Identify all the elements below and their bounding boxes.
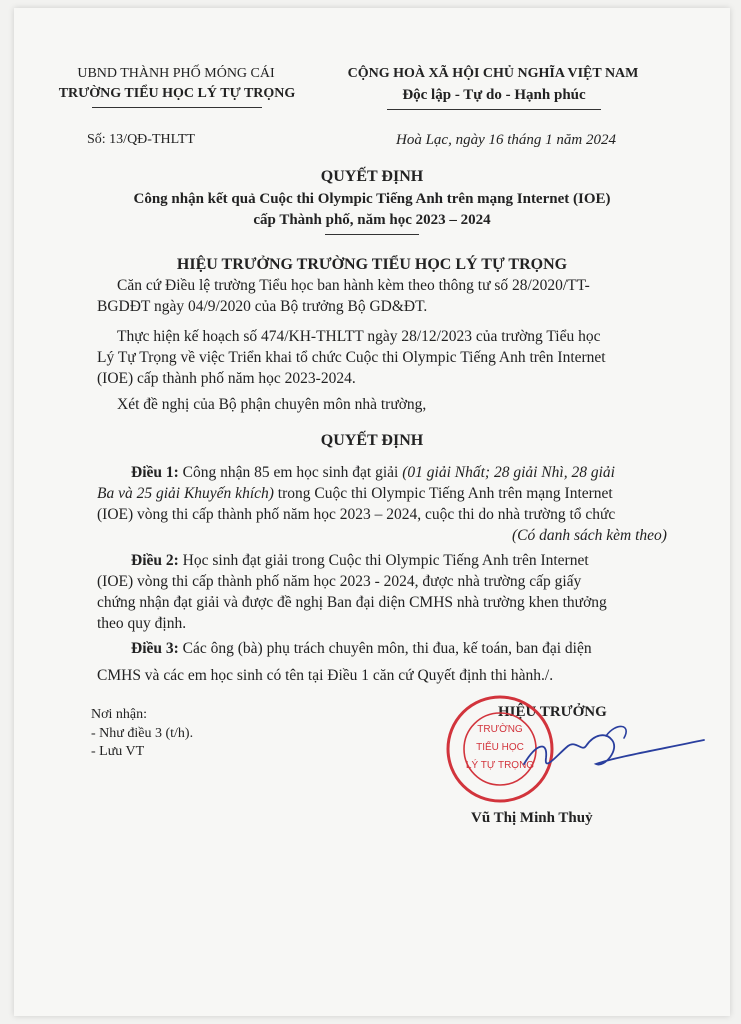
article-2-line-2: (IOE) vòng thi cấp thành phố năm học 2023 - 2024, được nhà trường cấp giấy: [97, 573, 582, 590]
article-1-label: Điều 1:: [131, 464, 179, 481]
recipient-item-2: - Lưu VT: [91, 744, 145, 759]
nation-line-2: Độc lập - Tự do - Hạnh phúc: [402, 87, 586, 103]
preamble-2-line-1: Thực hiện kế hoạch số 474/KH-THLTT ngày 28/12/2023 của trường Tiểu học: [117, 328, 601, 345]
article-1-text-2: trong Cuộc thi Olympic Tiếng Anh trên mạng Internet: [273, 485, 613, 502]
title-subject-1: Công nhận kết quả Cuộc thi Olympic Tiếng Anh trên mạng Internet (IOE): [133, 191, 611, 207]
signer-name: Vũ Thị Minh Thuỷ: [471, 810, 593, 826]
article-1-line-3: (IOE) vòng thi cấp thành phố năm học 2023 – 2024, cuộc thi do nhà trường tổ chức: [97, 506, 616, 523]
preamble-3: Xét đề nghị của Bộ phận chuyên môn nhà trường,: [117, 396, 427, 413]
article-1-note: (Có danh sách kèm theo): [512, 527, 667, 544]
stamp-text-2: TIỂU HỌC: [476, 742, 524, 753]
signature-title: HIỆU TRƯỞNG: [498, 704, 607, 720]
document-number: Số: 13/QĐ-THLTT: [87, 132, 195, 147]
article-1-italic-2: Ba và 25 giải Khuyến khích): [97, 485, 274, 502]
stamp-text-3: LÝ TỰ TRỌNG: [465, 760, 535, 771]
nation-underline: [387, 109, 601, 110]
article-3-text-1: Các ông (bà) phụ trách chuyên môn, thi đua, kế toán, ban đại diện: [178, 640, 592, 657]
place-date: Hoà Lạc, ngày 16 tháng 1 năm 2024: [396, 132, 616, 148]
official-stamp: [436, 694, 726, 804]
article-1-text-1: Công nhận 85 em học sinh đạt giải: [178, 464, 403, 481]
article-1-italic-1: (01 giải Nhất; 28 giải Nhì, 28 giải: [402, 464, 615, 481]
org-underline: [92, 107, 262, 108]
document-page: [14, 8, 730, 1016]
article-2-line-3: chứng nhận đạt giải và được đề nghị Ban đại diện CMHS nhà trường khen thưởng: [97, 594, 607, 611]
document-title: QUYẾT ĐỊNH: [320, 168, 424, 185]
article-3-line-1: [131, 640, 592, 658]
article-2-line-1: [131, 552, 589, 570]
article-1-line-1: [131, 464, 615, 482]
article-3-line-2: CMHS và các em học sinh có tên tại Điều 1 căn cứ Quyết định thi hành./.: [97, 667, 554, 684]
org-line-2: TRƯỜNG TIỂU HỌC LÝ TỰ TRỌNG: [58, 86, 296, 101]
recipients-label: Nơi nhận:: [91, 707, 148, 722]
stamp-text-1: TRƯỜNG: [477, 724, 523, 735]
org-line-1: UBND THÀNH PHỐ MÓNG CÁI: [77, 66, 275, 81]
article-1-line-2: [97, 485, 613, 503]
article-2-label: Điều 2:: [131, 552, 179, 569]
article-3-label: Điều 3:: [131, 640, 179, 657]
preamble-1-line-1: Căn cứ Điều lệ trường Tiểu học ban hành kèm theo thông tư số 28/2020/TT-: [117, 277, 590, 294]
issuer-heading: HIỆU TRƯỞNG TRƯỜNG TIỂU HỌC LÝ TỰ TRỌNG: [176, 256, 568, 273]
decision-heading: QUYẾT ĐỊNH: [320, 432, 424, 449]
recipient-item-1: - Như điều 3 (t/h).: [91, 726, 194, 741]
preamble-1-line-2: BGDĐT ngày 04/9/2020 của Bộ trưởng Bộ GD&ĐT.: [97, 298, 428, 315]
title-divider: [325, 234, 419, 235]
nation-line-1: CỘNG HOÀ XÃ HỘI CHỦ NGHĨA VIỆT NAM: [347, 66, 639, 81]
preamble-2-line-3: (IOE) cấp thành phố năm học 2023-2024.: [97, 370, 356, 387]
title-subject-2: cấp Thành phố, năm học 2023 – 2024: [253, 212, 491, 228]
article-2-text-1: Học sinh đạt giải trong Cuộc thi Olympic Tiếng Anh trên Internet: [178, 552, 589, 569]
article-2-line-4: theo quy định.: [97, 615, 187, 632]
preamble-2-line-2: Lý Tự Trọng về việc Triển khai tổ chức Cuộc thi Olympic Tiếng Anh trên Internet: [97, 349, 606, 366]
